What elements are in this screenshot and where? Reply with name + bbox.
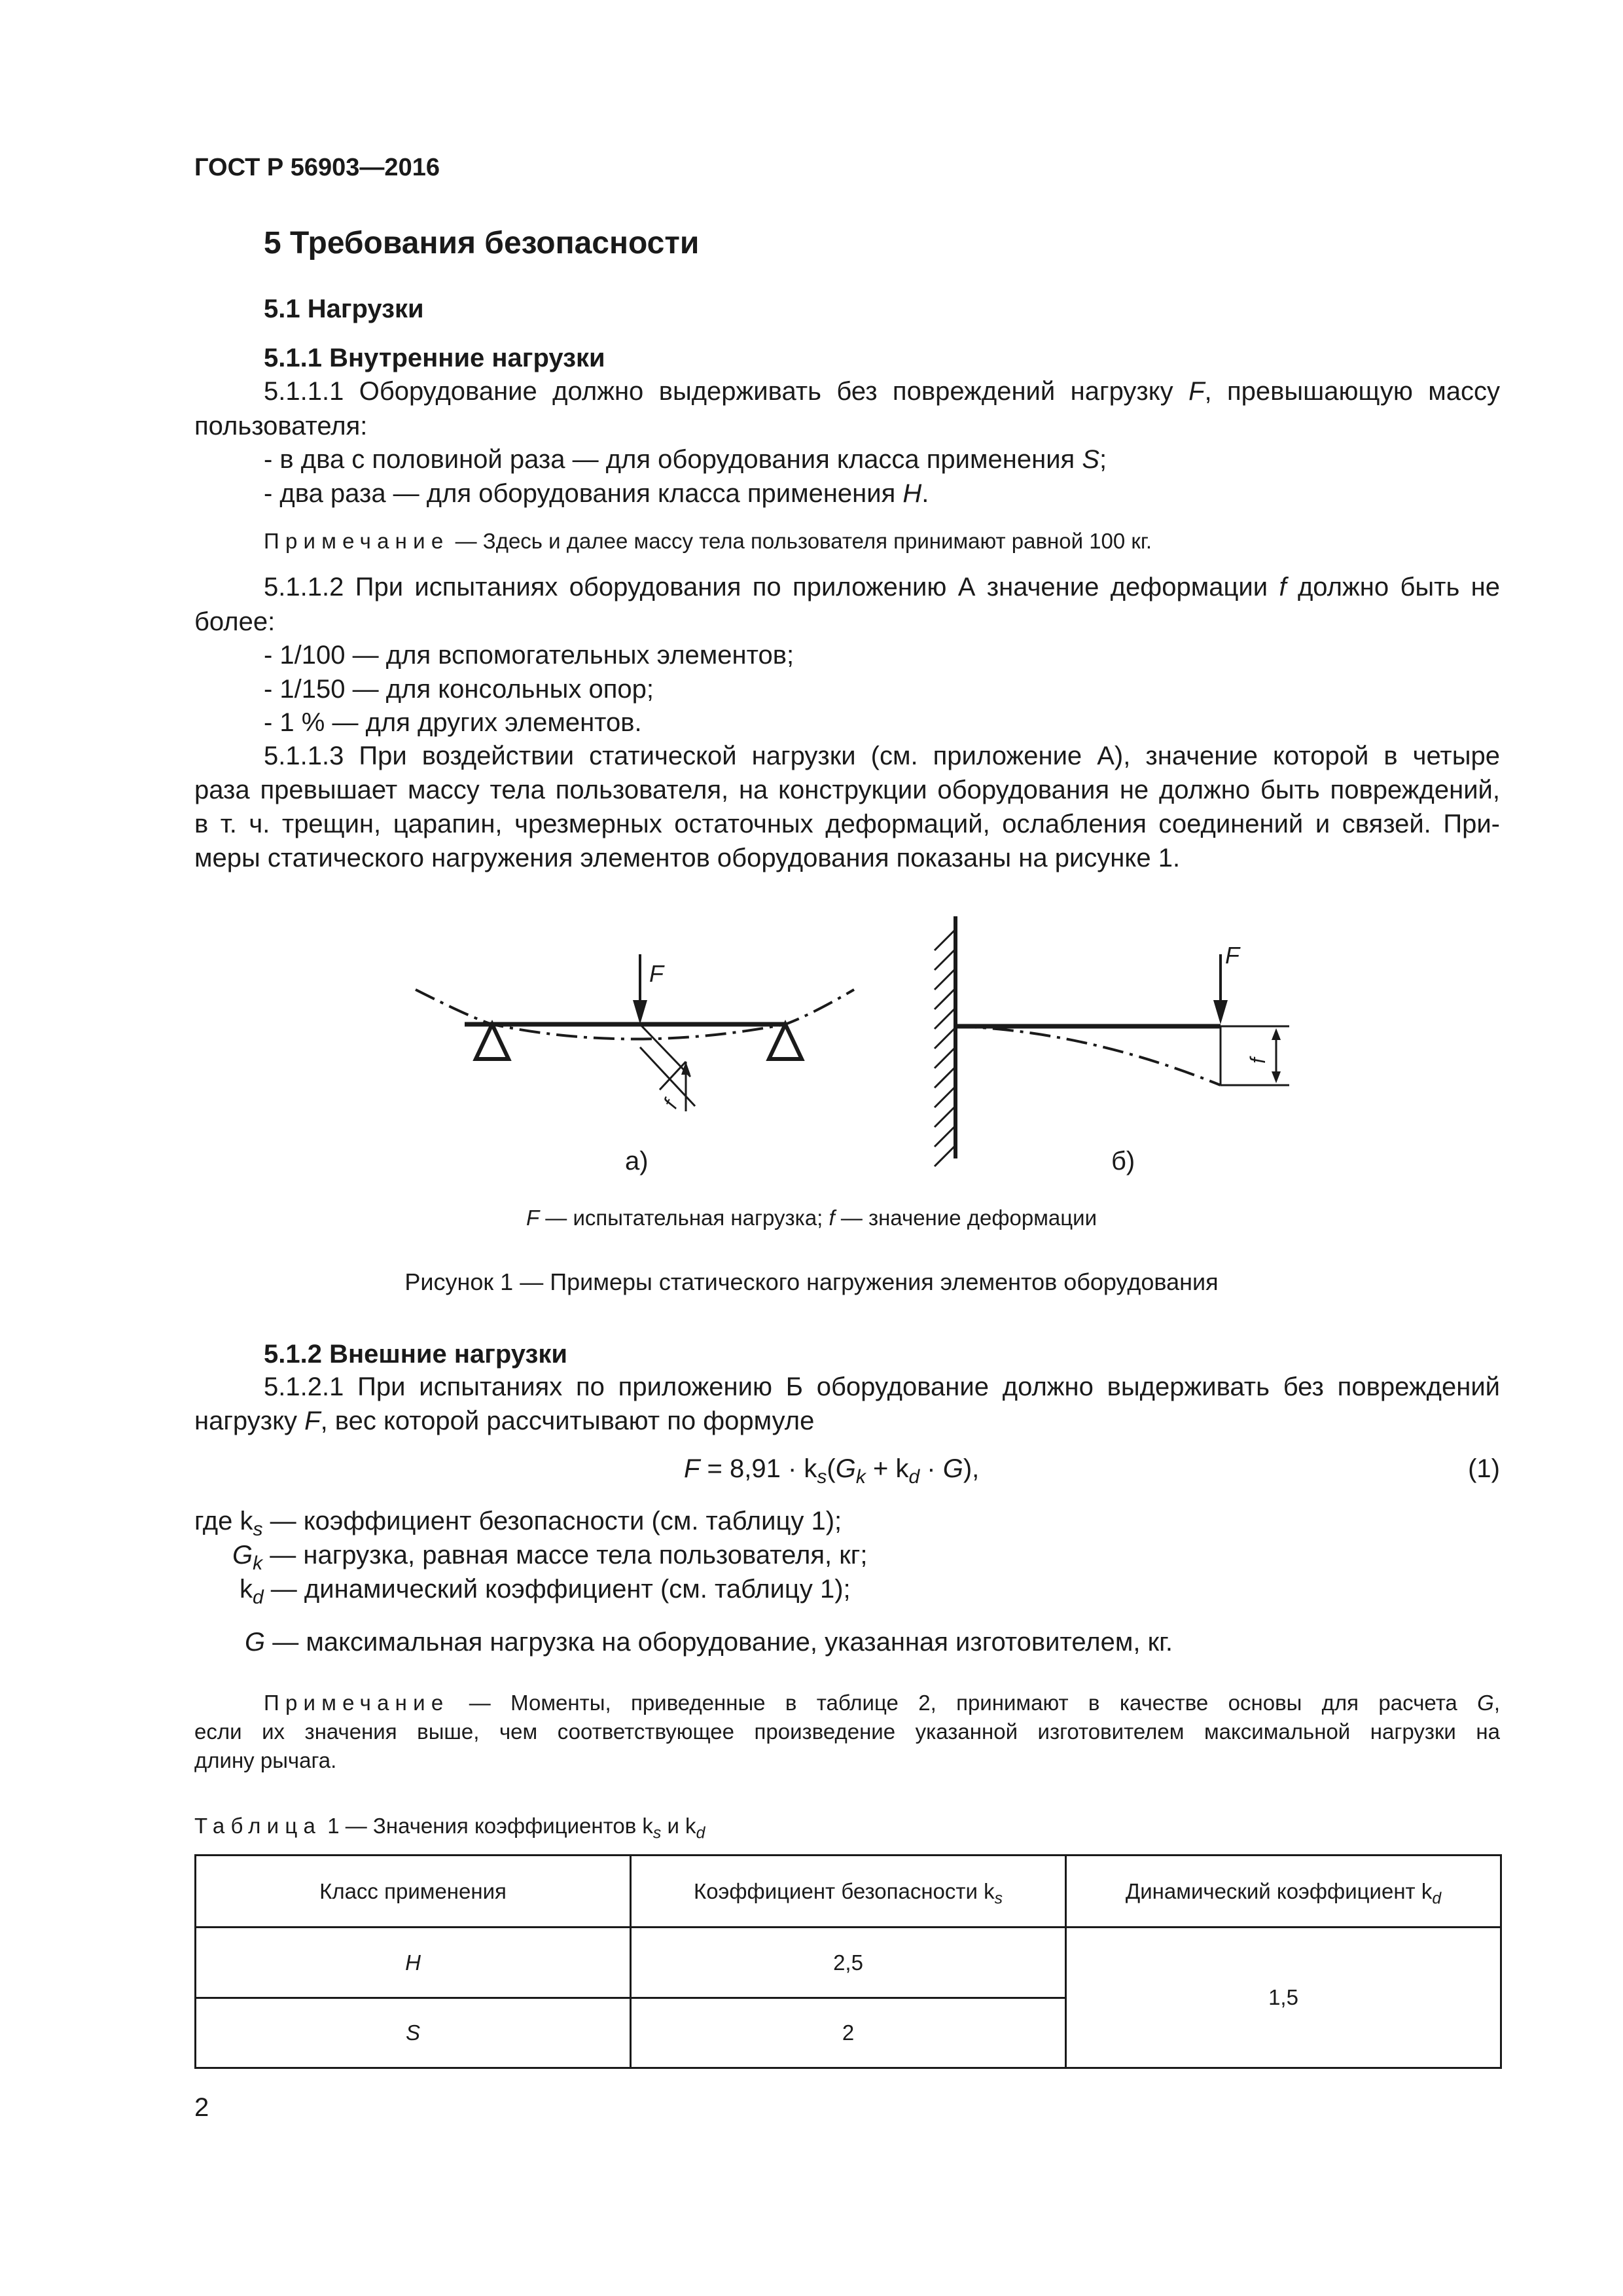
force-arrowhead-b xyxy=(1213,1000,1228,1024)
table-row xyxy=(196,1928,1501,1998)
paragraph-line: пользователя: xyxy=(194,412,368,440)
figure-caption: Рисунок 1 — Примеры статического нагружения элементов оборудования xyxy=(404,1268,1219,1295)
table-title: Таблица 1 — Значения коэффициентов $k_s$ и $k_d$ xyxy=(194,1814,705,1842)
note-line: длину рычага. xyxy=(194,1748,337,1772)
table-header-row xyxy=(196,1856,1501,1928)
label-f-a: f xyxy=(658,1096,683,1113)
list-item: - 1/150 — для консольных опор; xyxy=(264,675,654,704)
where-item: $G_k$ — нагрузка, равная массе тела пользователя, кг; xyxy=(232,1541,868,1574)
paragraph-line: 5.1.2.1 При испытаниях по приложению Б оборудование должно выдерживать без повреждений xyxy=(264,1372,1500,1401)
paragraph-line: более: xyxy=(194,607,276,636)
coefficients-table xyxy=(194,1854,1502,2069)
label-F-b: F xyxy=(1225,942,1240,969)
where-item: G — максимальная нагрузка на оборудование, указанная изготовителем, кг. xyxy=(245,1628,1173,1657)
sublabel-b: б) xyxy=(1111,1147,1135,1175)
force-arrowhead-a xyxy=(633,1000,647,1024)
dimension-line-a xyxy=(640,1024,690,1077)
dimension-arrowhead-b xyxy=(1272,1071,1281,1083)
label-F-a: F xyxy=(649,960,664,987)
formula-1: $F = 8,91 \cdot k_s(G_k + k_d \cdot G)$, xyxy=(684,1454,980,1488)
label-f-b: f xyxy=(1246,1058,1270,1064)
list-item: - 1/100 — для вспомогательных элементов; xyxy=(264,641,794,670)
paragraph-line: в т. ч. трещин, царапин, чрезмерных остаточных деформаций, ослабления соединений и связей. При- xyxy=(194,810,1500,838)
dimension-arrowhead-b xyxy=(1272,1028,1281,1040)
note: Примечание — Моменты, приведенные в таблице 2, принимают в качестве основы для расчета G, xyxy=(264,1691,1500,1715)
list-item: - два раза — для оборудования класса применения H. xyxy=(264,479,929,508)
figure-1-diagram xyxy=(393,890,1309,1185)
sublabel-a: а) xyxy=(625,1147,649,1175)
paragraph-line: раза превышает массу тела пользователя, на конструкции оборудования не должно быть повреждений, xyxy=(194,776,1500,804)
page-number: 2 xyxy=(194,2093,209,2122)
deflection-curve-b xyxy=(955,1026,1221,1085)
paragraph-line: 5.1.1.3 При воздействии статической нагрузки (см. приложение А), значение которой в четыре xyxy=(264,742,1500,770)
table-cell: S xyxy=(196,1998,631,2068)
table-header-cell: Коэффициент безопасности $k_s$ xyxy=(631,1856,1066,1928)
table-header-cell: Динамический коэффициент $k_d$ xyxy=(1066,1856,1501,1928)
paragraph-line: нагрузку F, вес которой рассчитывают по формуле xyxy=(194,1407,815,1435)
where-item: $k_d$ — динамический коэффициент (см. таблицу 1); xyxy=(240,1575,851,1608)
table-cell-merged: 1,5 xyxy=(1066,1928,1501,2068)
where-item: где $k_s$ — коэффициент безопасности (см. таблицу 1); xyxy=(194,1507,842,1540)
note-line: если их значения выше, чем соответствующее произведение указанной изготовителем максимальной нагрузки на xyxy=(194,1719,1500,1744)
figure-legend: F — испытательная нагрузка; f — значение деформации xyxy=(526,1206,1097,1230)
subsection-heading: 5.1 Нагрузки xyxy=(264,295,424,323)
list-item: - 1 % — для других элементов. xyxy=(264,708,642,737)
note: Примечание — Здесь и далее массу тела пользователя принимают равной 100 кг. xyxy=(264,529,1152,553)
table-header-cell: Класс применения xyxy=(196,1856,631,1928)
table-cell: 2,5 xyxy=(631,1928,1066,1998)
support-left-a xyxy=(476,1024,508,1059)
subsection-heading: 5.1.1 Внутренние нагрузки xyxy=(264,344,605,372)
subsection-heading: 5.1.2 Внешние нагрузки xyxy=(264,1340,568,1369)
wall-hatching-b xyxy=(935,929,955,1166)
formula-number: (1) xyxy=(1468,1454,1500,1483)
document-code: ГОСТ Р 56903—2016 xyxy=(194,154,440,181)
paragraph-line: 5.1.1.1 Оборудование должно выдерживать без повреждений нагрузку F, превышающую массу xyxy=(264,377,1500,406)
table-cell: 2 xyxy=(631,1998,1066,2068)
table-cell: H xyxy=(196,1928,631,1998)
dimension-arrow-a xyxy=(660,1062,686,1090)
paragraph-line: 5.1.1.2 При испытаниях оборудования по приложению А значение деформации f должно быть не xyxy=(264,573,1501,601)
section-heading: 5 Требования безопасности xyxy=(264,226,700,260)
list-item: - в два с половиной раза — для оборудования класса применения S; xyxy=(264,445,1107,474)
paragraph-line: меры статического нагружения элементов оборудования показаны на рисунке 1. xyxy=(194,844,1181,872)
support-right-a xyxy=(769,1024,802,1059)
